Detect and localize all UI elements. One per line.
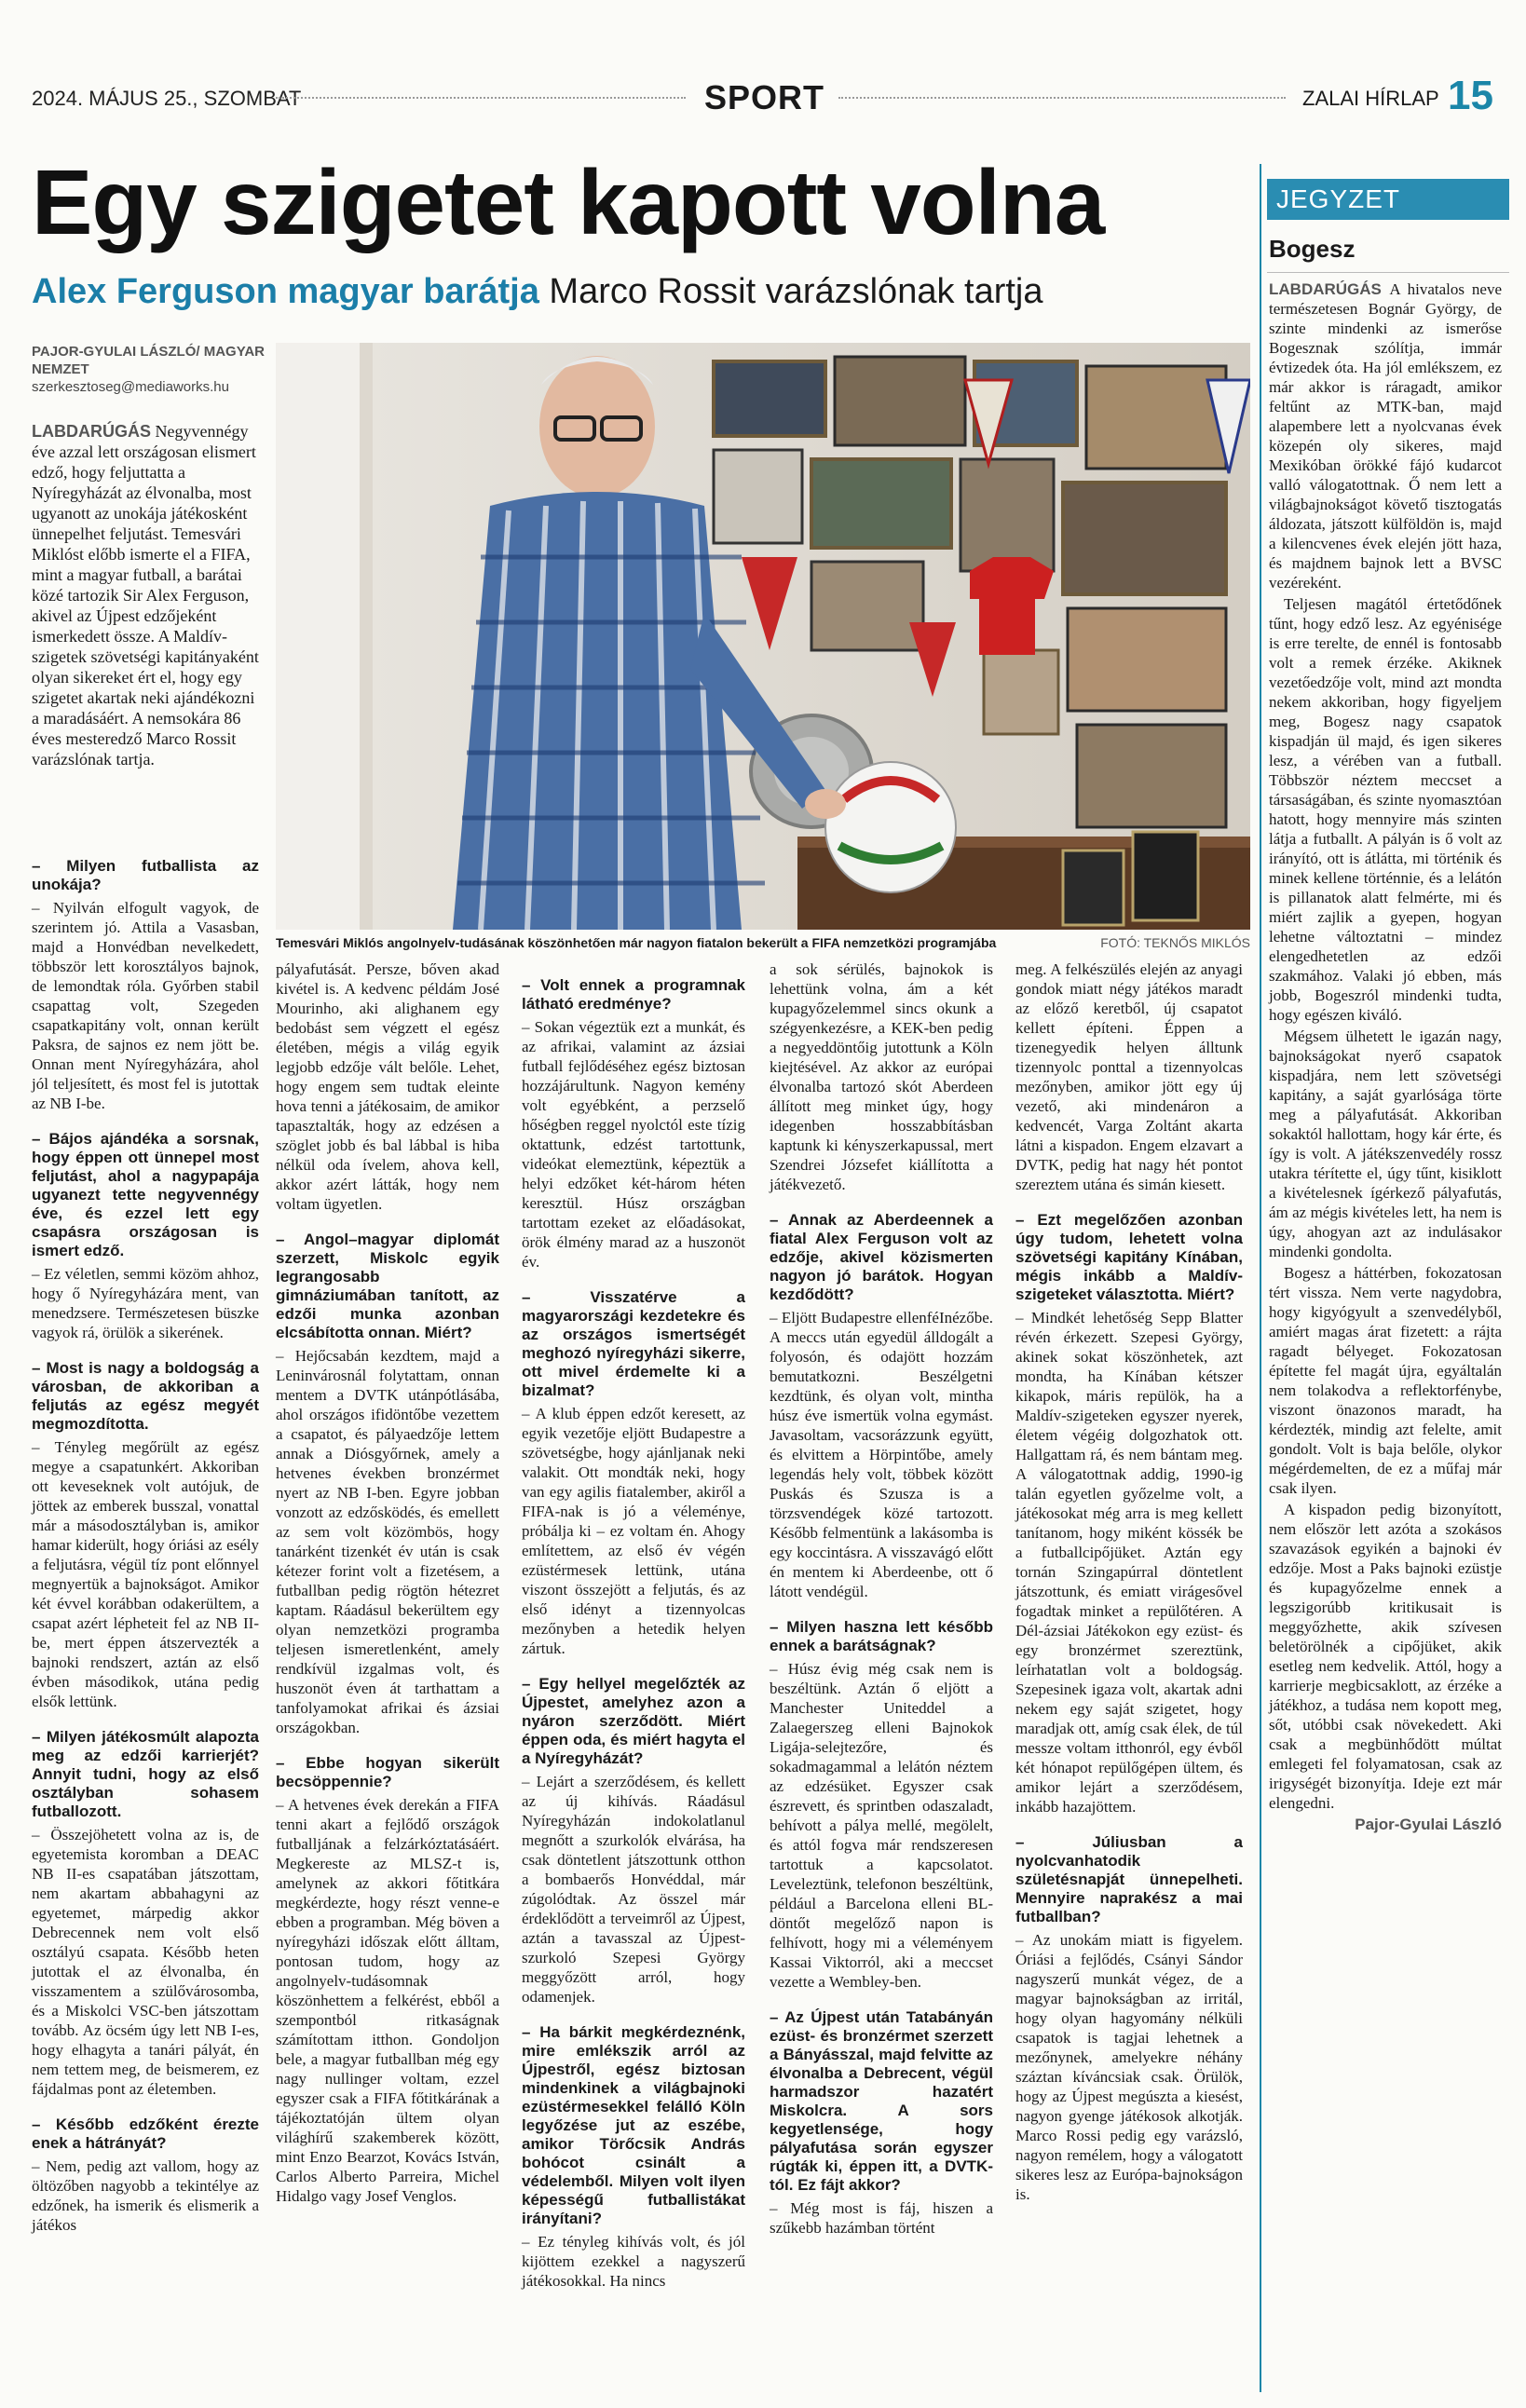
sidebar-divider — [1260, 164, 1261, 2392]
interview-question: – Most is nagy a boldogság a városban, de akkoriban a feljutás az egész megyét megmozdította. — [32, 1359, 259, 1433]
header-rule-right — [838, 97, 1286, 99]
header-rule-left — [276, 97, 686, 99]
note-paragraph — [1269, 1027, 1502, 1261]
interview-question: – Júliusban a nyolcvanhatodik születésnapját ünnepelheti. Mennyire naprakész a mai futballban? — [1015, 1833, 1243, 1925]
note-title-rule — [1267, 272, 1509, 273]
interview-answer: – Hejőcsabán kezdtem, majd a Leninvárosnál folytattam, onnan mentem a DVTK utánpótlásába, ahol országos ifidöntőbe vezettem a csapatot, és pályaedzője lettem annak a Diósgyőrnek, amely a hetvenes években bronzérmet nyert az NB I-ben. Egyre jobban vonzott az edzősködés, és emellett az sem volt közömbös, hogy tanárként tizenkét év után is csak kétezer forint volt a fizetésem, a futballban pedig rögtön hétezret kaptam. Ráadásul bekerültem egy olyan nemzetközi programba teljesen ismeretlenként, amely rendkívül izgalmas volt, és huszonöt éven át tarthattam a tanfolyamokat afrikai és ázsiai országokban. — [276, 1347, 499, 1736]
interview-question: – Angol–magyar diplomát szerzett, Miskolc egyik legrangosabb gimnáziumában tanított, az edzői munka azonban elcsábította onnan. Miért? — [276, 1231, 499, 1341]
interview-answer: pályafutását. Persze, bőven akad kivétel is. A kedvenc példám José Mourinho, aki alighanem egy bedobást sem végzett el egész életében, mégis a világ egyik legjobb edzője vált belőle. Lehet, hogy engem sem tudtak eleinte hova tenni a játékosaim, de amikor tapasztalták, hogy az edzésen a szöglet jobb és bal lábbal is hiba nélkül oda ívelem, ahova kell, akkor azért látták, hogy nem voltam ügyetlen. — [276, 960, 499, 1213]
byline — [32, 343, 265, 396]
note-paragraph-text: A kispadon pedig bizonyított, nem először lett azóta a szokásos szavazások egyikén a bajnoki év edzője. Most a Paks bajnoki ezüstje és kupagyőzelme ennek a legszigorúbb kritikusait is meggyőzhette, akik szívesen beletörölnék a cipőjüket, akik esetleg nem kedvelik. Attól, hogy a karrierje megbicsaklott, az érzéke a játékhoz, a tudása nem kopott meg, sőt, utóbbi csak növekedett. Aki csak a megbünhődött múltat emlegeti fel folyamatosan, csak az irigységét bizonyítja. Ideje ezt már elengedni. — [1269, 1501, 1502, 1812]
interview-answer: – Tényleg megőrült az egész megye a csapatunkért. Akkoriban ott keveseknek volt autójuk, de jöttek az emberek busszal, vonattal már a másodosztályban is, amikor hamar kiderült, hogy óriási az esély a feljutásra, végül tíz pont előnnyel megnyertük a bajnokságot. Amikor két évvel korábban odakerültem, a csapat azért lépheteit fel az NB II-be, mert éppen átszervezték a bajnoki rendszert, aztán az első évben másodikok, utána pedig elsők lettünk. — [32, 1438, 259, 1710]
article-intro — [32, 421, 259, 769]
article-column-4 — [770, 959, 993, 2239]
note-body — [1269, 279, 1502, 1834]
interview-answer: meg. A felkészülés elején az anyagi gondok miatt négy játékos maradt az előző keretből, új csapatot kellett építeni. Éppen a tizenegyedik helyen álltunk tizennyolc ponttal a tizennyolcas mezőnyben, amikor jött egy új vezető, aki mindenáron a kedvencét, Varga Zoltánt akarta látni a kispadon. Engem elzavart a DVTK, pedig hat nagy hét pontot szereztem utána és simán kiesett. — [1015, 960, 1243, 1193]
note-paragraph-text: Teljesen magától értetődőnek tűnt, hogy edző lesz. Az egyénisége is erre terelte, de ennél is fontosabb volt a remek érzéke. Akiknek vezetőedzője volt, mind azt mondta nekem akkoriban, hogy figyeljem meg, Bogesz nagy csapatok kispadján ül majd, és igen sikeres lesz, a vérében van a futball. Többször néztem meccset a társaságában, és szinte nyomasztóan hatott, hogy mennyire más szinten látja a futballt. A pályán is ő volt az irányító, ott is átlátta, mi történik és minek kellene történnie, és a lelátón is pillanatok alatt felmérte, mi és miért zajlik a gyepen, hogyan lehetne változtatni – mindez elengedhetetlen az edzői szakmához. Valaki jó ebben, más jobb, Bogeszról mindenki tudta, hogy egészen kiváló. — [1269, 595, 1502, 1024]
issue-date: 2024. MÁJUS 25., SZOMBAT — [32, 87, 302, 110]
photo-caption-row — [276, 935, 1250, 950]
interview-answer: – Nem, pedig azt vallom, hogy az öltözőben nagyobb a tekintélye az edzőnek, ha ismerik és elismerik a játékos — [32, 2157, 259, 2234]
interview-question: – Bájos ajándéka a sorsnak, hogy éppen ott ünnepel most feljutást, ahol a nagypapája ugyanezt tette negyvennégy éve, és ezzel lett egy csapásra országosan is ismert edző. — [32, 1130, 259, 1259]
note-paragraph-text: Mégsem ülhetett le igazán nagy, bajnokságokat nyerő csapatok kispadjára, nem lett szövetségi kapitány, a saját gyarlósága törte meg a pályafutását. Akkoriban sokaktól hallottam, hogy kár érte, és így is volt. A játékszenvedély rossz utakra térítette el, úgy tűnt, kisiklott a kivételesnek ígérkező pályafutás, ám az mégis kivételes lett, ha nem is úgy, ahogyan azt az indulásakor mindenki gondolta. — [1269, 1027, 1502, 1260]
interview-question: – Ebbe hogyan sikerült becsöppennie? — [276, 1754, 499, 1790]
section-title: SPORT — [704, 78, 825, 116]
note-tag: LABDARÚGÁS — [1269, 280, 1390, 298]
interview-question: – Volt ennek a programnak látható eredménye? — [522, 976, 745, 1013]
photo-caption: Temesvári Miklós angolnyelv-tudásának köszönhetően már nagyon fiatalon bekerült a FIFA nemzetközi programjába — [276, 935, 997, 950]
note-paragraph — [1269, 1500, 1502, 1813]
note-paragraph-text: Bogesz a háttérben, fokozatosan tért vissza. Nem verte nagydobra, hogy kigyógyult a szenvedélyből, amiért magas árat fizetett: a rájta ragadt bélyeget. Fokozatosan építette fel magát újra, egyáltalán nem tolakodva a reflektorfénybe, viszont önazonos maradt, ha kérdezték, mindig azt felelte, amit gondolt. Volt is baja belőle, olykor mégérdemelten, de ez a műfaj már csak ilyen. — [1269, 1264, 1502, 1497]
interview-question: – Milyen haszna lett később ennek a barátságnak? — [770, 1618, 993, 1654]
paper-name: ZALAI HÍRLAP — [1302, 87, 1439, 110]
interview-question: – Ezt megelőzően azonban úgy tudom, lehetett volna szövetségi kapitány Kínában, mégis inkább a Maldív-szigeteket választotta. Miért? — [1015, 1211, 1243, 1303]
article-column-1 — [32, 840, 259, 2237]
interview-answer: – A hetvenes évek derekán a FIFA tenni akart a fejlődő országok futballjának a felzárkóztatásáért. Megkereste az MLSZ-t is, amelynek az akkori főtitkára megkérdezte, hogy részt venne-e ebben a programban. Még böven a nyíregyházi időszak előtt álltam, pontosan tudom, hogy az angolnyelv-tudásomnak köszönhettem a felkérést, ebből a szempontból ritkaságnak számítottam itthon. Gondoljon bele, a magyar futballban még egy nagy nullinger voltam, ezzel egyszer csak a FIFA főtitkárának a tájékoztatóján ültem olyan világhírű szakemberek között, mint Enzo Bearzot, Kovács István, Carlos Alberto Parreira, Michel Hidalgo vagy Josef Venglos. — [276, 1796, 499, 2205]
interview-answer: – Még most is fáj, hiszen a szűkebb hazámban történt — [770, 2199, 993, 2237]
page-number: 15 — [1448, 73, 1493, 118]
interview-question: – Visszatérve a magyarországi kezdetekre és az országos ismertségét meghozó nyíregyházi sikerre, ott mivel érdemelte ki a bizalmat? — [522, 1288, 745, 1399]
note-paragraph-text: A hivatalos neve természetesen Bognár György, de szinte mindenki az ismerőse Bogesznak szólítja, immár évtizedek óta. Ha jól emlékszem, ez már akkor is ráragadt, amikor feltűnt az MTK-ban, majd alapembere lett a nyolcvanas évek közepén oly sikeres, majd Mexikóban örökké fájó kudarcot valló válogatottnak. Ő nem lett a világbajnokságot követő tisztogatás áldozata, játszott külföldön is, majd a kilencvenes évek elején jött haza, és majdnem bajnok lett a BVSC vezéreként. — [1269, 280, 1503, 592]
interview-question: – Ha bárkit megkérdeznénk, mire emlékszik arról az Újpestről, egész biztosan mindenkinek a világbajnoki ezüstérmesekkel felálló Köln legyőzése jut az eszébe, amikor Törőcsik András bohócot csinált a védelemből. Milyen volt ilyen képességű futballistákat irányítani? — [522, 2023, 745, 2227]
interview-question: – Az Újpest után Tatabányán ezüst- és bronzérmet szerzett a Bányásszal, majd felvitte az élvonalba a Debrecent, végül harmadszor hazatért Miskolcra. A sors kegyetlensége, hogy pályafutása során egyszer rúgták ki, éppen itt, a DVTK-tól. Ez fájt akkor? — [770, 2008, 993, 2194]
byline-email: szerkesztoseg@mediaworks.hu — [32, 379, 229, 395]
note-label: JEGYZET — [1267, 179, 1509, 220]
interview-question: – Egy hellyel megelőzték az Újpestet, amelyhez azon a nyáron szerződött. Miért éppen oda, és miért hagyta el a Nyíregyházát? — [522, 1675, 745, 1767]
article-column-2 — [276, 959, 499, 2208]
note-paragraph — [1269, 1263, 1502, 1498]
note-signature: Pajor-Gyulai László — [1355, 1816, 1502, 1833]
byline-name: PAJOR-GYULAI LÁSZLÓ/ MAGYAR NEMZET — [32, 344, 266, 377]
interview-answer: – Az unokám miatt is figyelem. Óriási a fejlődés, Csányi Sándor nagyszerű munkát végez, de a magyar bajnokságban az irritál, hogy olyan hagyomány nélküli csapatok is tagjai lehetnek a mezőnynek, amelyekre néhány száztan kíváncsiak csak. Örülök, hogy az Újpest megúszta a kiesést, nagyon gyenge játékosok alkotják. Marco Rossi pedig egy varázsló, nagyon remélem, hogy a válogatott sikeres lesz az Európa-bajnokságon is. — [1015, 1931, 1243, 2203]
interview-answer: – Összejöhetett volna az is, de egyetemista koromban a DEAC NB II-es csapatában játszottam, nem akartam abbahagyni az egyetemet, márpedig akkor Debrecennek nem volt első osztályú csapata. Később heten jutottak el az élvonalba, én visszamentem a szülővárosomba, és a Miskolci VSC-ben játszottam tovább. Az öcsém úgy lett NB I-es, hogy elhagyta a tanári pályát, én nem tettem meg, de beismerem, ez fájdalmas pont az életemben. — [32, 1826, 259, 2098]
article-column-3 — [522, 959, 745, 2292]
article-column-5 — [1015, 959, 1243, 2206]
note-paragraph — [1269, 594, 1502, 1025]
interview-answer: – Ez tényleg kihívás volt, és jól kijöttem ezekkel a nagyszerű játékosokkal. Ha nincs — [522, 2233, 745, 2290]
interview-answer: – Mindkét lehetőség Sepp Blatter révén érkezett. Szepesi György, akinek sokat köszönhetek, azt mondta, ha Kínában kétszer kikapok, máris repülök, ha a Maldív-szigeteken egyszer nyerek, életem végéig dolgozhatok ott. Hallgattam rá, és nem bántam meg. A válogatottnak addig, 1990-ig talán egyetlen győzelme volt, a játékosokat még arra is meg kellett tanítanom, hogy miként kössék be a futballcipőjüket. Aztán egy tornán Szingapúrral döntetlent játszottunk, és emiatt virágesővel fogadtak minket a repülőtéren. A Dél-ázsiai Játékokon egy ezüst- és egy bronzérmet szereztünk, leírhatatlan volt a boldogság. Szepesinek igaza volt, akartak adni nekem egy saját szigetet, hogy maradjak ott, amíg csak élek, de túl messze voltam itthonról, egy évből két hónapot repülőgépen ültem, és amikor lejárt a szerződésem, inkább hazajöttem. — [1015, 1309, 1243, 1816]
interview-question: – Annak az Aberdeennek a fiatal Alex Ferguson volt az edzője, akivel közismerten nagyon jó barátok. Hogyan kezdődött? — [770, 1211, 993, 1303]
interview-answer: – A klub éppen edzőt keresett, az egyik vezetője eljött Budapestre a szövetségbe, hogy ajánljanak neki valakit. Ott mondták neki, hogy van egy agilis fiatalember, akiről a FIFA-nak is jó a véleménye, próbálja ki – ez voltam én. Ahogy említettem, az első év végén ezüstérmesek lettünk, utána viszont összejött a feljutás, és az első idényt a tizennyolcas mezőnyben a hetedik helyen zártuk. — [522, 1405, 745, 1657]
subhead-bold: Alex Ferguson magyar barátja — [32, 272, 539, 311]
interview-question: – Később edzőként érezte enek a hátrányát? — [32, 2116, 259, 2152]
headline: Egy szigetet kapott volna — [32, 151, 1105, 253]
intro-tag: LABDARÚGÁS — [32, 422, 151, 441]
intro-text: Negyvennégy éve azzal lett országosan elismert edző, hogy feljuttatta a Nyíregyházát az élvonalba, most ugyanott az unokája játékosként ünnepelhet feljutást. Temesvári Miklóst előbb ismerte el a FIFA, mint a magyar futball, a barátai közé tartozik Sir Alex Ferguson, akivel az Újpest edzőjeként ismerkedett össze. A Maldív-szigetek szövetségi kapitányaként olyan sikereket ért el, hogy egy szigetet akartak neki ajándékozni a maradásáért. A nemsokára 86 éves mesteredző Marco Rossit varázslónak tartja. — [32, 422, 259, 769]
interview-question: – Milyen játékosmúlt alapozta meg az edzői karrierjét? Annyit tudni, hogy az első osztályban sohasem futballozott. — [32, 1728, 259, 1820]
interview-answer: – Eljött Budapestre ellenféInézőbe. A meccs után egyedül álldogált a folyosón, és odajött hozzám bemutatkozni. Beszélgetni kezdtünk, és olyan volt, mintha húsz éve ismertük volna egymást. Javasoltam, vacsorázzunk együtt, és elvittem a Hörpintőbe, amely legendás hely volt, többek között Puskás és Szusza is a törzsvendégek közé tartozott. Később felmentünk a lakásomba is egy koccintásra. A visszavágó előtt én mentem ki Aberdeenbe, ott ő látott vendégül. — [770, 1309, 993, 1600]
interview-question: – Milyen futballista az unokája? — [32, 857, 259, 893]
article-photo — [276, 343, 1250, 930]
interview-answer: – Húsz évig még csak nem is beszéltünk. Aztán ő eljött a Manchester Uniteddel a Zalaegerszeg elleni Bajnokok Ligája-selejtezőre, és sokadmagammal a lelátón néztem az edzésüket. Egyszer csak észrevett, és sprintben odaszaladt, behívott a pálya mellé, megölelt, és attól fogva már rendszeresen tartottuk a kapcsolatot. Leveleztünk, telefonon beszéltünk, például a Barcelona elleni BL-döntőt megelőző napon is felhívott, hogy mi a véleményem Kassai Viktorról, aki a meccset vezette a Wembley-ben. — [770, 1660, 993, 1991]
photo-credit: FOTÓ: TEKNŐS MIKLÓS — [1100, 935, 1250, 950]
subhead-rest: Marco Rossit varázslónak tartja — [549, 272, 1043, 311]
interview-answer: a sok sérülés, bajnokok is lehettünk volna, ám a két kupagyőzelemmel sincs okunk a szégyenkezésre, a KEK-ben pedig a negyeddöntőig jutottunk a Köln kiejtésével. Az akkor az európai élvonalba tartozó skót Aberdeen állított meg minket úgy, hogy idegenben hosszabbításban kaptunk ki kényszerkapussal, mert Szendrei Józsefet kiállította a játékvezető. — [770, 960, 993, 1193]
interview-answer: – Ez véletlen, semmi közöm ahhoz, hogy ő Nyíregyházára ment, van menedzsere. Természetesen büszke vagyok rá, örülök a sikerének. — [32, 1265, 259, 1341]
interview-answer: – Lejárt a szerződésem, és kellett az új kihívás. Ráadásul Nyíregyházán indokolatlanul megnőtt a szurkolók elvárása, ha csak döntetlent játszottunk otthon a bombaerős Honvéddal, már zúgolódtak. Az összel már érdeklődött a terveimről az Újpest, aztán a tavasszal az Újpest-szurkoló Szepesi György meggyőzött arról, hogy odamenjek. — [522, 1773, 745, 2006]
interview-answer: – Sokan végeztük ezt a munkát, és az afrikai, valamint az ázsiai futball fejlődéséhez egész biztosan hozzájárultunk. Nagyon kemény volt egyébként, a perzselő hőségben reggel nyolctól este tízig oktattunk, edzést tartottunk, videókat elemeztünk, képeztük a helyi edzőket két-három héten keresztül. Húsz országban tartottam ezeket az előadásokat, örök élmény marad az a huszonöt év. — [522, 1018, 745, 1271]
photo-illustration — [276, 343, 1250, 930]
note-paragraph — [1269, 279, 1502, 592]
interview-answer: – Nyilván elfogult vagyok, de szerintem jó. Attila a Vasasban, majd a Honvédban nevelkedett, többször lett korosztályos bajnok, de lemondtak róla. Győrben stabil csapattag volt, Szegeden csapatkapitány volt, onnan került Paksra, de sajnos ez nem jött be. Onnan ment Nyíregyházára, ahol jól teljesített, és most fel is jutottak az NB I-be. — [32, 899, 259, 1112]
subheadline — [32, 272, 1243, 312]
note-title: Bogesz — [1269, 235, 1356, 263]
